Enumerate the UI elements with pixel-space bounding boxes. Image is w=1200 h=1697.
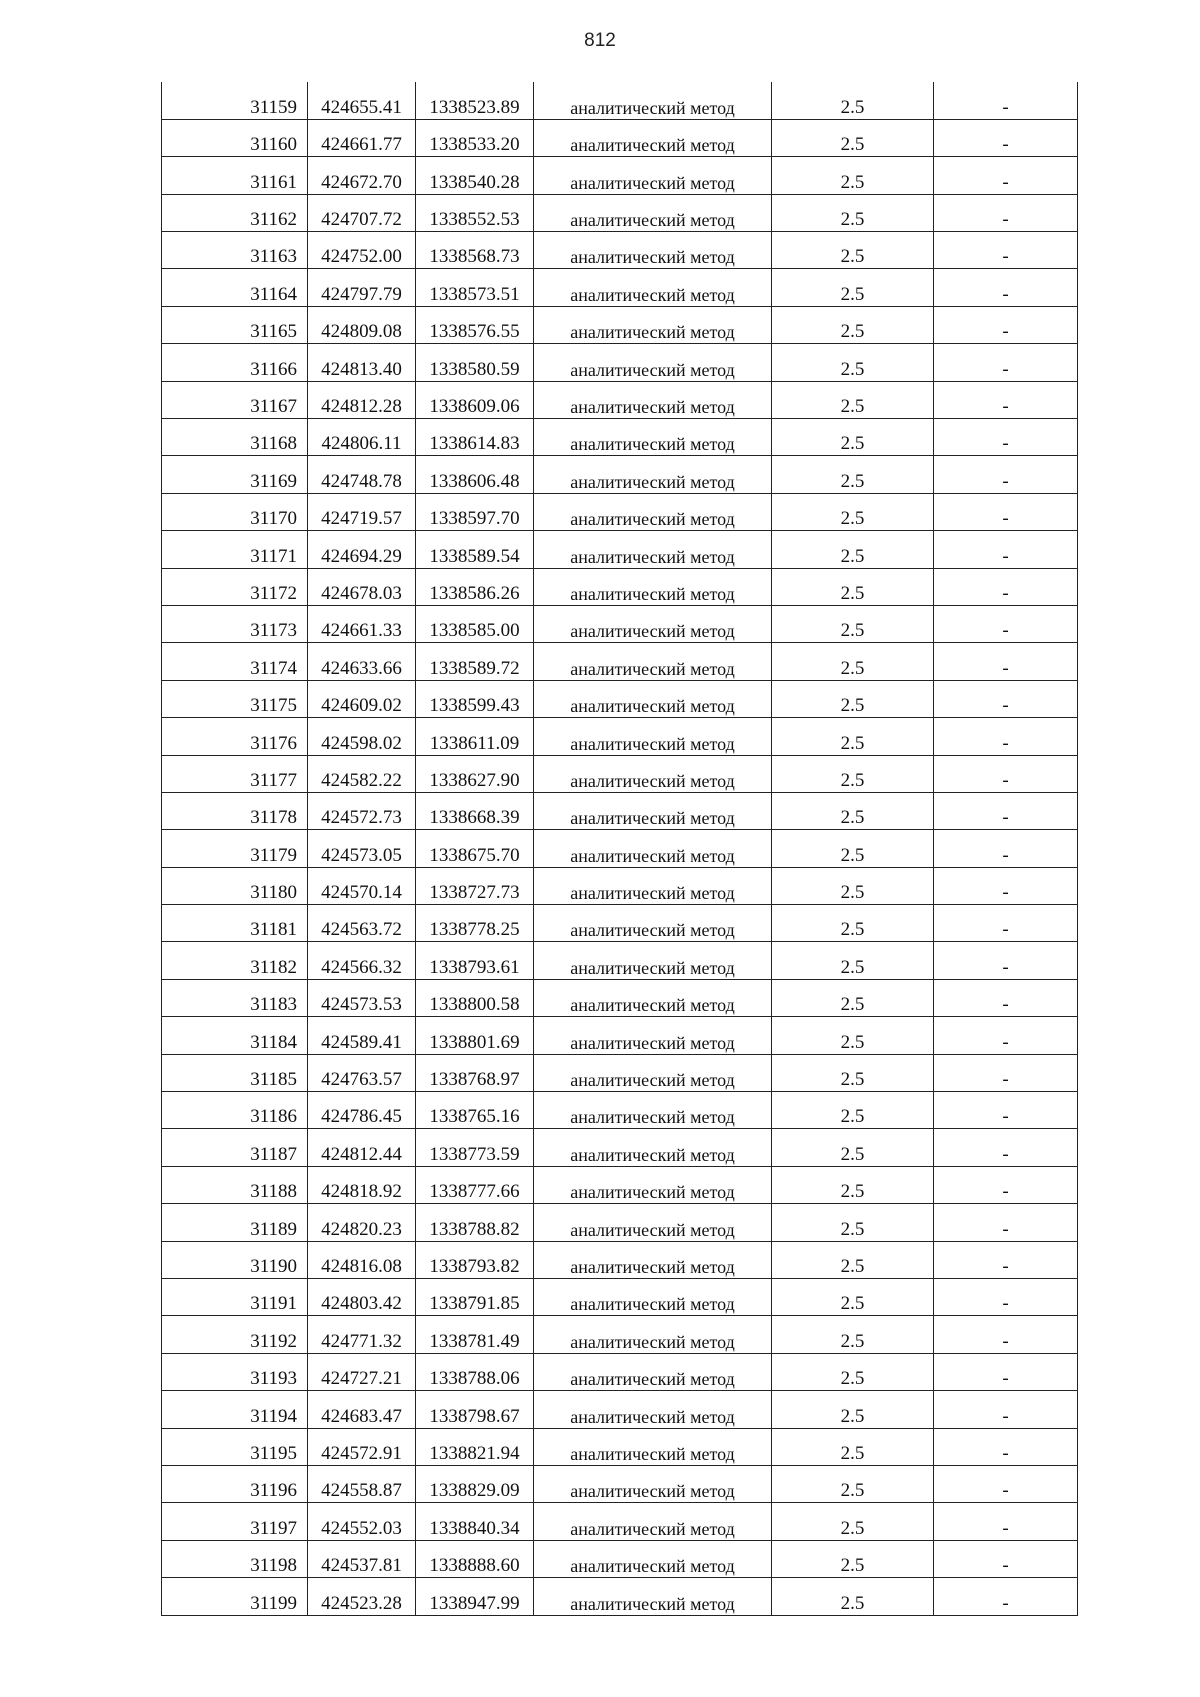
cell-point-number: 31173 [162,605,308,642]
cell-x-coordinate: 424748.78 [308,456,416,493]
cell-point-number: 31198 [162,1540,308,1577]
cell-accuracy: 2.5 [772,157,934,194]
cell-method: аналитический метод [534,119,772,156]
cell-note: - [934,531,1078,568]
table-row [162,232,1078,269]
cell-accuracy: 2.5 [772,1578,934,1615]
cell-point-number: 31171 [162,531,308,568]
cell-y-coordinate: 1338791.85 [416,1279,534,1316]
cell-x-coordinate: 424655.41 [308,82,416,119]
cell-note: - [934,1054,1078,1091]
cell-method: аналитический метод [534,643,772,680]
cell-point-number: 31169 [162,456,308,493]
cell-note: - [934,1578,1078,1615]
cell-note: - [934,1316,1078,1353]
table-row [162,157,1078,194]
cell-x-coordinate: 424812.28 [308,381,416,418]
cell-method: аналитический метод [534,1353,772,1390]
cell-point-number: 31162 [162,194,308,231]
table-row [162,830,1078,867]
table-row [162,1279,1078,1316]
cell-method: аналитический метод [534,232,772,269]
cell-y-coordinate: 1338533.20 [416,119,534,156]
cell-note: - [934,680,1078,717]
cell-x-coordinate: 424803.42 [308,1279,416,1316]
cell-method: аналитический метод [534,1391,772,1428]
cell-y-coordinate: 1338585.00 [416,605,534,642]
cell-note: - [934,1503,1078,1540]
cell-y-coordinate: 1338599.43 [416,680,534,717]
table-row [162,419,1078,456]
cell-note: - [934,194,1078,231]
cell-accuracy: 2.5 [772,232,934,269]
cell-accuracy: 2.5 [772,82,934,119]
cell-x-coordinate: 424816.08 [308,1241,416,1278]
cell-note: - [934,905,1078,942]
cell-method: аналитический метод [534,979,772,1016]
cell-method: аналитический метод [534,1129,772,1166]
cell-point-number: 31179 [162,830,308,867]
cell-x-coordinate: 424672.70 [308,157,416,194]
cell-point-number: 31166 [162,344,308,381]
cell-accuracy: 2.5 [772,942,934,979]
table-row [162,1166,1078,1203]
cell-x-coordinate: 424683.47 [308,1391,416,1428]
table-row [162,1241,1078,1278]
table-row [162,456,1078,493]
cell-point-number: 31189 [162,1204,308,1241]
cell-x-coordinate: 424806.11 [308,419,416,456]
cell-x-coordinate: 424537.81 [308,1540,416,1577]
cell-method: аналитический метод [534,718,772,755]
table-row [162,493,1078,530]
cell-x-coordinate: 424763.57 [308,1054,416,1091]
cell-method: аналитический метод [534,1017,772,1054]
table-row [162,1054,1078,1091]
cell-y-coordinate: 1338821.94 [416,1428,534,1465]
cell-y-coordinate: 1338793.82 [416,1241,534,1278]
cell-x-coordinate: 424727.21 [308,1353,416,1390]
cell-y-coordinate: 1338888.60 [416,1540,534,1577]
cell-accuracy: 2.5 [772,718,934,755]
cell-y-coordinate: 1338829.09 [416,1465,534,1502]
table-row [162,344,1078,381]
cell-point-number: 31174 [162,643,308,680]
cell-x-coordinate: 424752.00 [308,232,416,269]
cell-point-number: 31180 [162,867,308,904]
table-row [162,718,1078,755]
cell-note: - [934,942,1078,979]
cell-x-coordinate: 424572.91 [308,1428,416,1465]
cell-x-coordinate: 424523.28 [308,1578,416,1615]
cell-accuracy: 2.5 [772,1241,934,1278]
cell-x-coordinate: 424552.03 [308,1503,416,1540]
cell-point-number: 31184 [162,1017,308,1054]
cell-point-number: 31185 [162,1054,308,1091]
cell-y-coordinate: 1338668.39 [416,792,534,829]
cell-note: - [934,605,1078,642]
cell-method: аналитический метод [534,1578,772,1615]
cell-point-number: 31197 [162,1503,308,1540]
cell-y-coordinate: 1338627.90 [416,755,534,792]
cell-accuracy: 2.5 [772,568,934,605]
cell-x-coordinate: 424771.32 [308,1316,416,1353]
cell-point-number: 31170 [162,493,308,530]
table-row [162,1428,1078,1465]
table-row [162,755,1078,792]
cell-point-number: 31167 [162,381,308,418]
cell-method: аналитический метод [534,1428,772,1465]
cell-note: - [934,643,1078,680]
cell-y-coordinate: 1338606.48 [416,456,534,493]
cell-accuracy: 2.5 [772,1017,934,1054]
table-row [162,1204,1078,1241]
table-row [162,1578,1078,1615]
cell-point-number: 31186 [162,1092,308,1129]
cell-point-number: 31168 [162,419,308,456]
cell-x-coordinate: 424563.72 [308,905,416,942]
cell-x-coordinate: 424589.41 [308,1017,416,1054]
cell-point-number: 31177 [162,755,308,792]
cell-method: аналитический метод [534,306,772,343]
cell-accuracy: 2.5 [772,905,934,942]
cell-point-number: 31183 [162,979,308,1016]
cell-accuracy: 2.5 [772,344,934,381]
table-row [162,680,1078,717]
table-row [162,194,1078,231]
cell-point-number: 31190 [162,1241,308,1278]
cell-y-coordinate: 1338793.61 [416,942,534,979]
cell-note: - [934,1092,1078,1129]
cell-accuracy: 2.5 [772,1204,934,1241]
cell-y-coordinate: 1338947.99 [416,1578,534,1615]
cell-y-coordinate: 1338788.82 [416,1204,534,1241]
cell-x-coordinate: 424572.73 [308,792,416,829]
cell-point-number: 31187 [162,1129,308,1166]
cell-note: - [934,344,1078,381]
cell-x-coordinate: 424818.92 [308,1166,416,1203]
cell-note: - [934,419,1078,456]
cell-point-number: 31165 [162,306,308,343]
cell-note: - [934,867,1078,904]
cell-y-coordinate: 1338801.69 [416,1017,534,1054]
table-row [162,1540,1078,1577]
cell-note: - [934,1353,1078,1390]
cell-x-coordinate: 424678.03 [308,568,416,605]
cell-accuracy: 2.5 [772,531,934,568]
table-row [162,867,1078,904]
table-row [162,605,1078,642]
cell-note: - [934,755,1078,792]
cell-accuracy: 2.5 [772,1316,934,1353]
cell-y-coordinate: 1338727.73 [416,867,534,904]
cell-accuracy: 2.5 [772,1465,934,1502]
table-row [162,643,1078,680]
cell-note: - [934,1540,1078,1577]
cell-x-coordinate: 424813.40 [308,344,416,381]
cell-y-coordinate: 1338781.49 [416,1316,534,1353]
cell-method: аналитический метод [534,194,772,231]
table-row [162,792,1078,829]
cell-accuracy: 2.5 [772,119,934,156]
cell-method: аналитический метод [534,381,772,418]
cell-y-coordinate: 1338675.70 [416,830,534,867]
table-row [162,269,1078,306]
cell-y-coordinate: 1338777.66 [416,1166,534,1203]
table-row [162,942,1078,979]
cell-accuracy: 2.5 [772,269,934,306]
cell-method: аналитический метод [534,1540,772,1577]
cell-x-coordinate: 424809.08 [308,306,416,343]
cell-y-coordinate: 1338773.59 [416,1129,534,1166]
cell-method: аналитический метод [534,1241,772,1278]
cell-accuracy: 2.5 [772,1540,934,1577]
table-row [162,979,1078,1016]
table-row [162,82,1078,119]
cell-x-coordinate: 424570.14 [308,867,416,904]
cell-y-coordinate: 1338800.58 [416,979,534,1016]
cell-x-coordinate: 424582.22 [308,755,416,792]
table-row [162,905,1078,942]
cell-accuracy: 2.5 [772,306,934,343]
cell-accuracy: 2.5 [772,643,934,680]
cell-y-coordinate: 1338768.97 [416,1054,534,1091]
cell-method: аналитический метод [534,531,772,568]
cell-y-coordinate: 1338589.54 [416,531,534,568]
cell-point-number: 31195 [162,1428,308,1465]
cell-accuracy: 2.5 [772,1166,934,1203]
cell-note: - [934,456,1078,493]
cell-note: - [934,119,1078,156]
table-body [162,82,1078,1615]
cell-note: - [934,1391,1078,1428]
cell-y-coordinate: 1338540.28 [416,157,534,194]
cell-accuracy: 2.5 [772,1503,934,1540]
cell-y-coordinate: 1338580.59 [416,344,534,381]
cell-method: аналитический метод [534,1092,772,1129]
cell-note: - [934,1204,1078,1241]
table-row [162,381,1078,418]
cell-accuracy: 2.5 [772,1428,934,1465]
cell-method: аналитический метод [534,680,772,717]
cell-note: - [934,792,1078,829]
cell-note: - [934,1279,1078,1316]
cell-method: аналитический метод [534,1503,772,1540]
cell-accuracy: 2.5 [772,456,934,493]
cell-y-coordinate: 1338597.70 [416,493,534,530]
cell-y-coordinate: 1338589.72 [416,643,534,680]
cell-accuracy: 2.5 [772,1353,934,1390]
cell-point-number: 31172 [162,568,308,605]
cell-method: аналитический метод [534,830,772,867]
cell-x-coordinate: 424661.77 [308,119,416,156]
cell-accuracy: 2.5 [772,979,934,1016]
table-row [162,119,1078,156]
cell-point-number: 31159 [162,82,308,119]
table-row [162,1391,1078,1428]
table-row [162,1092,1078,1129]
cell-point-number: 31160 [162,119,308,156]
cell-y-coordinate: 1338573.51 [416,269,534,306]
cell-accuracy: 2.5 [772,1391,934,1428]
cell-y-coordinate: 1338778.25 [416,905,534,942]
cell-method: аналитический метод [534,755,772,792]
cell-x-coordinate: 424812.44 [308,1129,416,1166]
cell-method: аналитический метод [534,1204,772,1241]
cell-y-coordinate: 1338614.83 [416,419,534,456]
cell-accuracy: 2.5 [772,1092,934,1129]
cell-method: аналитический метод [534,1465,772,1502]
cell-accuracy: 2.5 [772,605,934,642]
cell-point-number: 31161 [162,157,308,194]
cell-note: - [934,232,1078,269]
cell-y-coordinate: 1338568.73 [416,232,534,269]
cell-accuracy: 2.5 [772,680,934,717]
cell-note: - [934,1465,1078,1502]
cell-x-coordinate: 424707.72 [308,194,416,231]
cell-note: - [934,718,1078,755]
cell-method: аналитический метод [534,1054,772,1091]
table-row [162,306,1078,343]
cell-accuracy: 2.5 [772,755,934,792]
cell-y-coordinate: 1338765.16 [416,1092,534,1129]
cell-note: - [934,381,1078,418]
cell-accuracy: 2.5 [772,194,934,231]
cell-note: - [934,157,1078,194]
cell-method: аналитический метод [534,493,772,530]
cell-point-number: 31199 [162,1578,308,1615]
cell-method: аналитический метод [534,1279,772,1316]
cell-method: аналитический метод [534,344,772,381]
cell-note: - [934,1241,1078,1278]
cell-note: - [934,979,1078,1016]
cell-point-number: 31194 [162,1391,308,1428]
cell-accuracy: 2.5 [772,1129,934,1166]
cell-method: аналитический метод [534,82,772,119]
cell-accuracy: 2.5 [772,1279,934,1316]
cell-note: - [934,493,1078,530]
cell-point-number: 31164 [162,269,308,306]
cell-point-number: 31192 [162,1316,308,1353]
cell-y-coordinate: 1338788.06 [416,1353,534,1390]
cell-note: - [934,1129,1078,1166]
cell-point-number: 31181 [162,905,308,942]
cell-note: - [934,306,1078,343]
table-row [162,1316,1078,1353]
cell-method: аналитический метод [534,942,772,979]
cell-method: аналитический метод [534,157,772,194]
cell-x-coordinate: 424797.79 [308,269,416,306]
cell-note: - [934,82,1078,119]
cell-method: аналитический метод [534,1166,772,1203]
cell-y-coordinate: 1338840.34 [416,1503,534,1540]
cell-x-coordinate: 424598.02 [308,718,416,755]
table-row [162,1353,1078,1390]
cell-note: - [934,1017,1078,1054]
table-row [162,1503,1078,1540]
table-row [162,1129,1078,1166]
page-number: 812 [584,30,616,51]
cell-x-coordinate: 424609.02 [308,680,416,717]
table-row [162,568,1078,605]
cell-method: аналитический метод [534,269,772,306]
cell-accuracy: 2.5 [772,493,934,530]
cell-point-number: 31196 [162,1465,308,1502]
cell-accuracy: 2.5 [772,419,934,456]
cell-y-coordinate: 1338609.06 [416,381,534,418]
cell-method: аналитический метод [534,867,772,904]
cell-x-coordinate: 424558.87 [308,1465,416,1502]
cell-point-number: 31191 [162,1279,308,1316]
cell-y-coordinate: 1338576.55 [416,306,534,343]
cell-y-coordinate: 1338586.26 [416,568,534,605]
cell-x-coordinate: 424566.32 [308,942,416,979]
cell-method: аналитический метод [534,456,772,493]
cell-note: - [934,1428,1078,1465]
cell-method: аналитический метод [534,1316,772,1353]
cell-y-coordinate: 1338798.67 [416,1391,534,1428]
table-row [162,531,1078,568]
cell-x-coordinate: 424633.66 [308,643,416,680]
cell-method: аналитический метод [534,905,772,942]
cell-point-number: 31163 [162,232,308,269]
cell-method: аналитический метод [534,419,772,456]
cell-y-coordinate: 1338552.53 [416,194,534,231]
cell-note: - [934,568,1078,605]
cell-accuracy: 2.5 [772,381,934,418]
cell-method: аналитический метод [534,605,772,642]
cell-point-number: 31175 [162,680,308,717]
cell-x-coordinate: 424786.45 [308,1092,416,1129]
cell-point-number: 31178 [162,792,308,829]
cell-y-coordinate: 1338611.09 [416,718,534,755]
cell-method: аналитический метод [534,568,772,605]
cell-x-coordinate: 424573.05 [308,830,416,867]
cell-y-coordinate: 1338523.89 [416,82,534,119]
coordinates-table [161,82,1078,1616]
cell-accuracy: 2.5 [772,1054,934,1091]
cell-accuracy: 2.5 [772,867,934,904]
cell-method: аналитический метод [534,792,772,829]
table-row [162,1465,1078,1502]
cell-x-coordinate: 424573.53 [308,979,416,1016]
cell-note: - [934,830,1078,867]
cell-accuracy: 2.5 [772,792,934,829]
cell-note: - [934,1166,1078,1203]
cell-accuracy: 2.5 [772,830,934,867]
table-row [162,1017,1078,1054]
cell-x-coordinate: 424661.33 [308,605,416,642]
cell-point-number: 31193 [162,1353,308,1390]
cell-point-number: 31176 [162,718,308,755]
cell-note: - [934,269,1078,306]
cell-point-number: 31182 [162,942,308,979]
cell-x-coordinate: 424719.57 [308,493,416,530]
cell-x-coordinate: 424820.23 [308,1204,416,1241]
cell-point-number: 31188 [162,1166,308,1203]
cell-x-coordinate: 424694.29 [308,531,416,568]
